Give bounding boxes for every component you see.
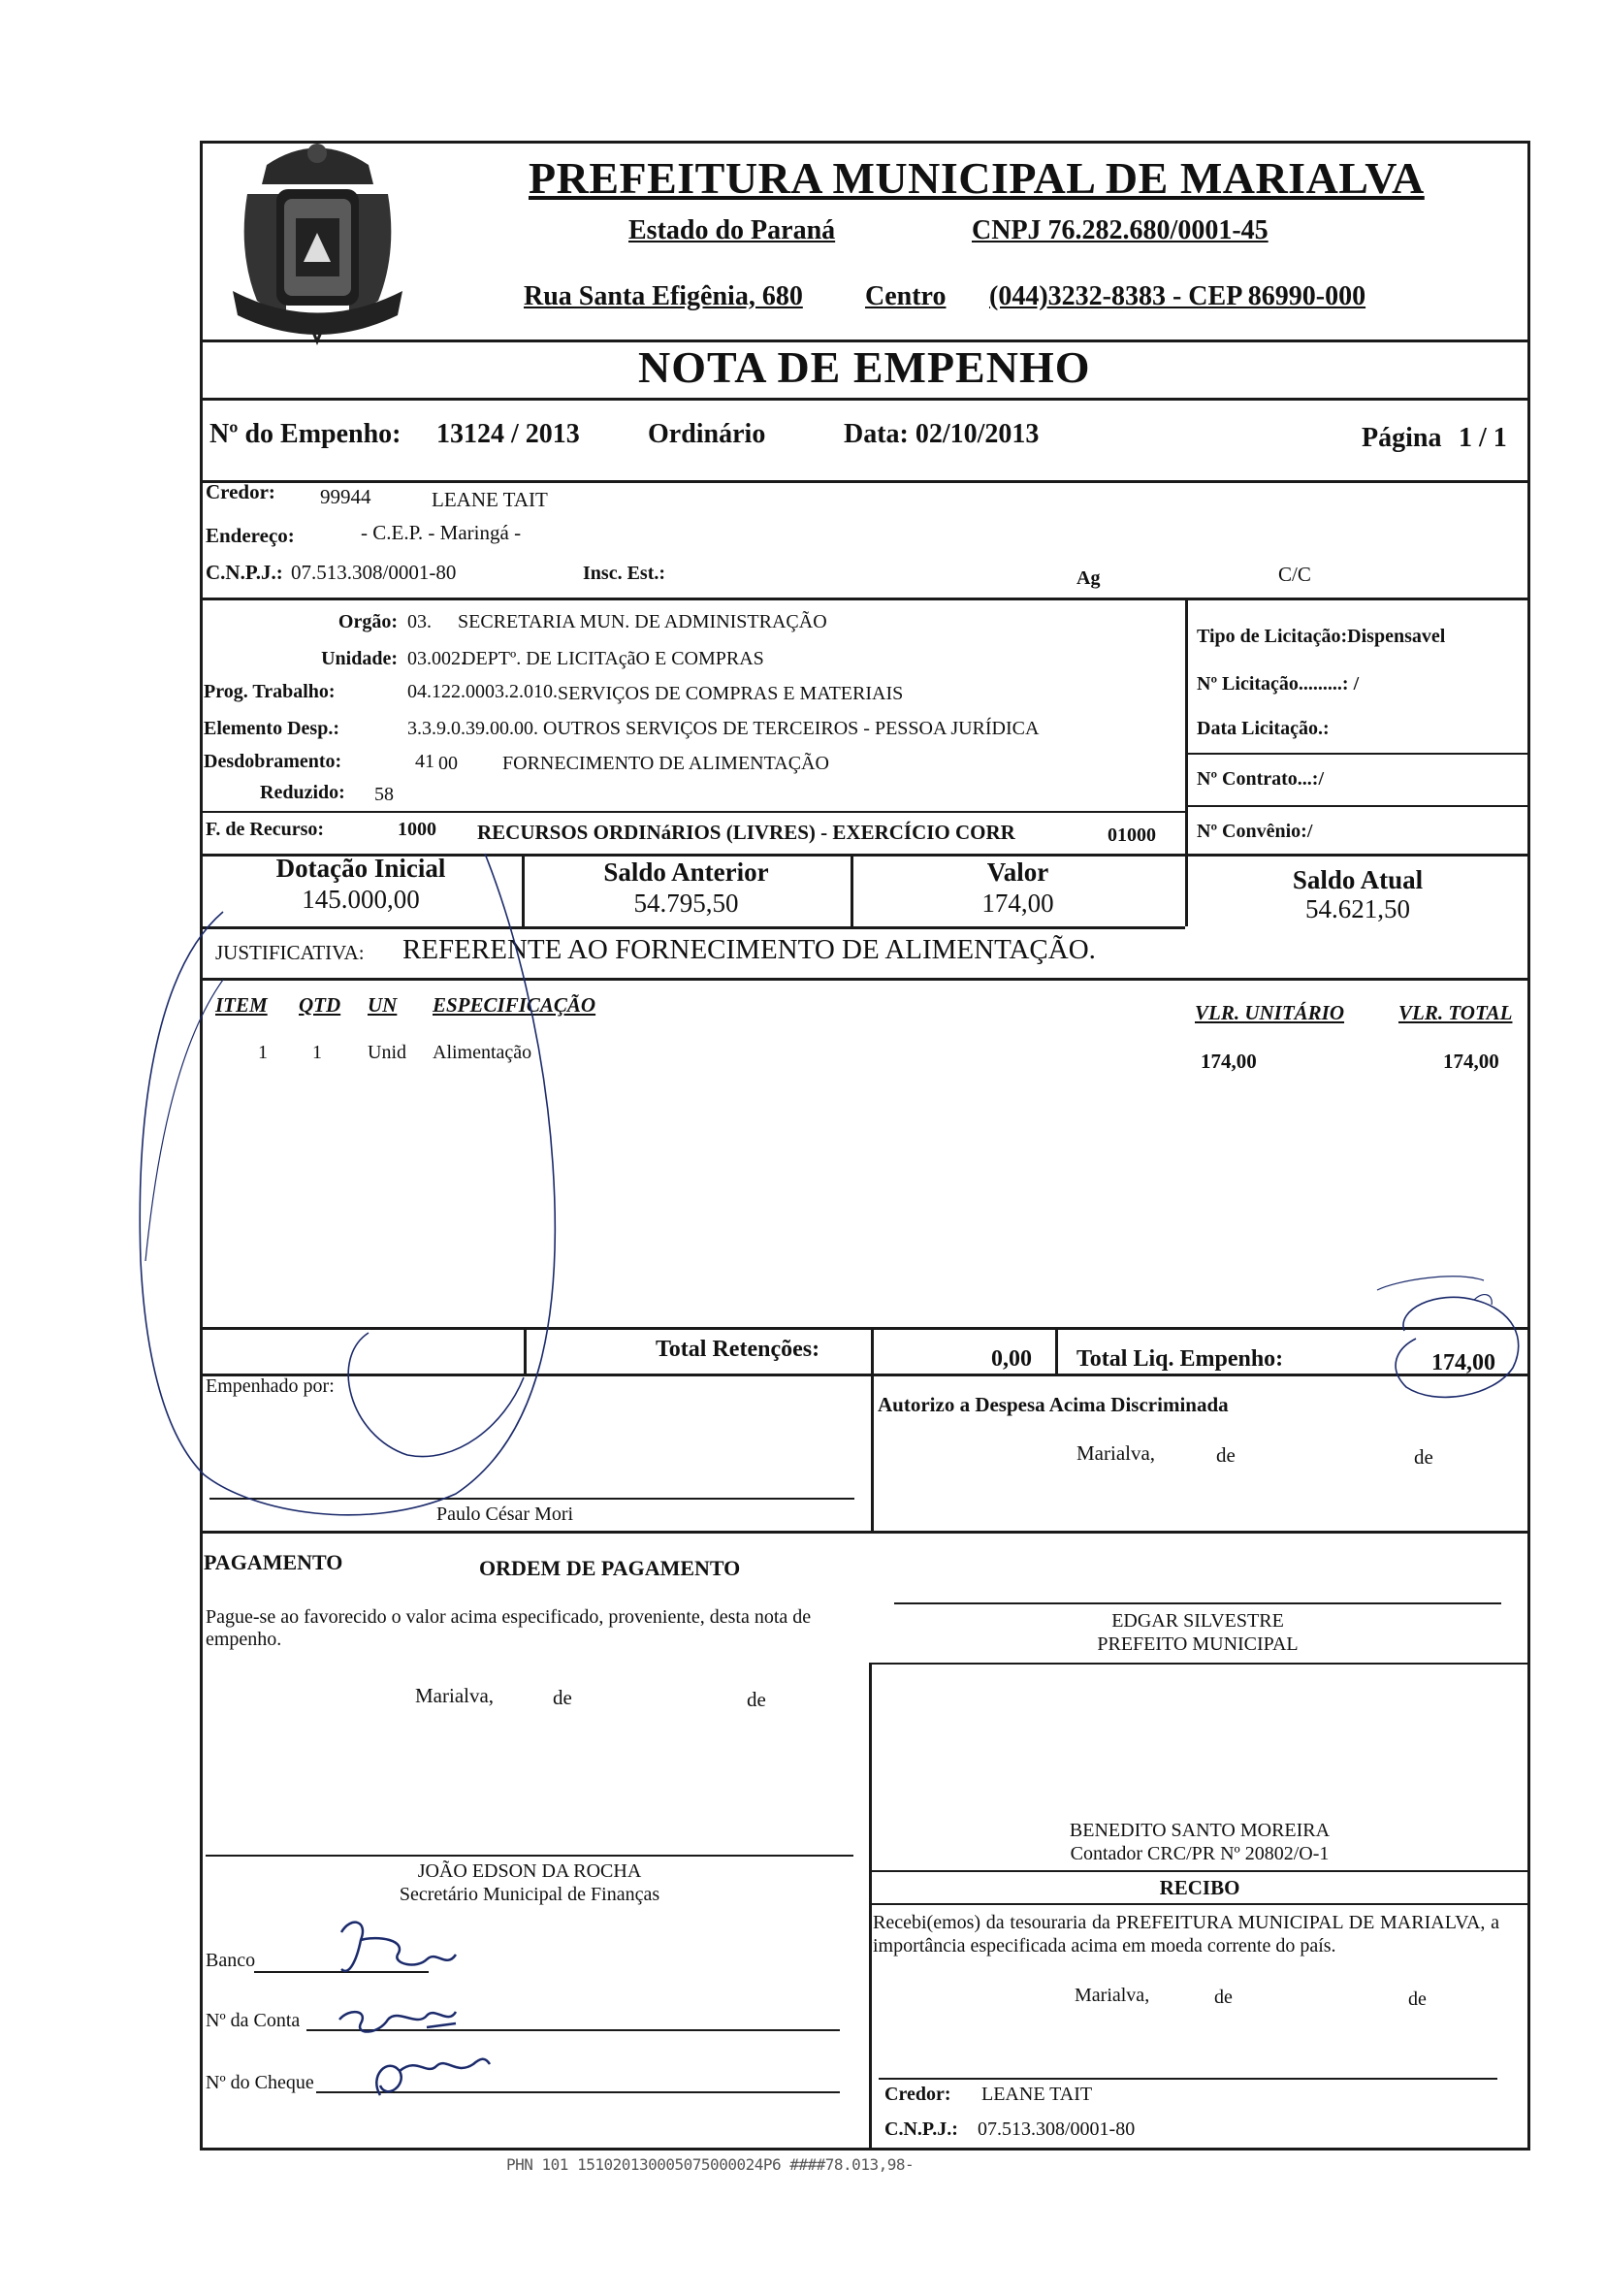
elemento-label: Elemento Desp.:: [204, 718, 339, 739]
item-unit-value: 174,00: [1201, 1050, 1257, 1073]
recibo-marialva: Marialva,: [1075, 1985, 1150, 2006]
recibo-texto: Recebi(emos) da tesouraria da PREFEITURA MUNICIPAL DE MARIALVA, a importância especificada acima em moeda corrente do país.: [873, 1912, 1499, 1956]
contador-nome: BENEDITO SANTO MOREIRA: [1069, 1820, 1331, 1841]
ag-label: Ag: [1076, 567, 1101, 589]
empenho-date: Data: 02/10/2013: [844, 419, 1040, 449]
credor-name: LEANE TAIT: [432, 488, 548, 511]
empenho-type: Ordinário: [648, 419, 766, 449]
recurso-code2: 01000: [1108, 825, 1156, 846]
cnpj-value: 07.513.308/0001-80: [291, 561, 457, 584]
dotacao-label: Dotação Inicial: [275, 854, 446, 883]
recibo-de1: de: [1214, 1987, 1233, 2008]
secretario-cargo: Secretário Municipal de Finanças: [399, 1884, 660, 1905]
licitacao-numero: Nº Licitação.........: /: [1197, 673, 1360, 695]
item-spec: Alimentação: [433, 1042, 532, 1063]
desdobramento-code2: 00: [438, 753, 458, 774]
prefeito-nome: EDGAR SILVESTRE: [1111, 1610, 1284, 1632]
reduzido-value: 58: [374, 784, 394, 805]
contrato-numero: Nº Contrato...:/: [1197, 768, 1325, 790]
retencoes-value: 0,00: [991, 1346, 1032, 1372]
desdobramento-label: Desdobramento:: [204, 751, 342, 772]
pagamento-texto: Pague-se ao favorecido o valor acima especificado, proveniente, desta nota de empenho.: [206, 1606, 812, 1650]
elemento-desc: OUTROS SERVIÇOS DE TERCEIROS - PESSOA JURÍDICA: [543, 718, 1040, 739]
pagamento-marialva: Marialva,: [415, 1684, 495, 1707]
liq-label: Total Liq. Empenho:: [1076, 1346, 1284, 1372]
recibo-credor-nome: LEANE TAIT: [981, 2084, 1093, 2105]
empenho-number: 13124 / 2013: [436, 419, 580, 449]
licitacao-data: Data Licitação.:: [1197, 718, 1330, 739]
endereco-value: - C.E.P. - Maringá -: [361, 521, 522, 544]
orgao-desc: SECRETARIA MUN. DE ADMINISTRAÇÃO: [458, 611, 827, 632]
desdobramento-desc: FORNECIMENTO DE ALIMENTAÇÃO: [502, 753, 829, 774]
insc-label: Insc. Est.:: [583, 563, 666, 584]
page-label: Página: [1362, 423, 1442, 453]
orgao-code: 03.: [407, 611, 432, 632]
empenhado-nome: Paulo César Mori: [436, 1504, 574, 1525]
prog-label: Prog. Trabalho:: [204, 681, 336, 702]
liq-value: 174,00: [1431, 1350, 1495, 1375]
page-value: 1 / 1: [1459, 423, 1507, 453]
document-title: NOTA DE EMPENHO: [638, 342, 1091, 392]
licitacao-tipo: Tipo de Licitação:Dispensavel: [1197, 626, 1446, 647]
empenho-label: Nº do Empenho:: [209, 419, 402, 449]
municipality-cnpj: CNPJ 76.282.680/0001-45: [972, 215, 1269, 245]
recurso-label: F. de Recurso:: [206, 819, 325, 840]
state-name: Estado do Paraná: [628, 215, 836, 245]
recurso-code: 1000: [398, 819, 436, 840]
col-vlr-total: VLR. TOTAL: [1398, 1001, 1513, 1024]
valor-label: Valor: [986, 857, 1049, 887]
valor-value: 174,00: [981, 889, 1054, 918]
empenhado-label: Empenhado por:: [206, 1375, 335, 1397]
recibo-credor-label: Credor:: [884, 2084, 951, 2105]
item-un: Unid: [368, 1042, 406, 1063]
unidade-desc: DEPTº. DE LICITAçãO E COMPRAS: [462, 648, 764, 669]
autorizo-text: Autorizo a Despesa Acima Discriminada: [878, 1393, 1229, 1416]
item-qtd: 1: [312, 1042, 322, 1063]
contador-cargo: Contador CRC/PR Nº 20802/O-1: [1070, 1843, 1330, 1864]
unidade-label: Unidade:: [321, 648, 398, 669]
autorizo-de1: de: [1216, 1443, 1236, 1467]
credor-code: 99944: [320, 485, 371, 508]
ordem-pagamento: ORDEM DE PAGAMENTO: [479, 1556, 741, 1580]
unidade-code: 03.002.: [407, 648, 466, 669]
col-item: ITEM: [215, 993, 268, 1017]
banco-label: Banco: [206, 1950, 256, 1971]
cc-label: C/C: [1278, 563, 1311, 586]
desdobramento-code1: 41: [415, 751, 434, 772]
dotacao-value: 145.000,00: [302, 885, 420, 914]
recibo-de2: de: [1408, 1989, 1427, 2010]
recibo-title: RECIBO: [1159, 1876, 1240, 1899]
justificativa-label: JUSTIFICATIVA:: [215, 941, 365, 964]
col-un: UN: [368, 993, 398, 1017]
retencoes-label: Total Retenções:: [656, 1337, 820, 1362]
saldo-anterior-value: 54.795,50: [633, 889, 739, 918]
prog-code: 04.122.0003.2.010.: [407, 681, 558, 702]
footer-code: PHN 101 151020130005075000024P6 ####78.013,98-: [506, 2155, 915, 2174]
item-number: 1: [258, 1042, 268, 1063]
pagamento-de2: de: [747, 1688, 766, 1711]
convenio-numero: Nº Convênio:/: [1197, 821, 1313, 842]
phone-cep: (044)3232-8383 - CEP 86990-000: [989, 281, 1366, 311]
recibo-cnpj-value: 07.513.308/0001-80: [978, 2118, 1136, 2140]
col-especificacao: ESPECIFICAÇÃO: [433, 993, 596, 1017]
recurso-desc: RECURSOS ORDINáRIOS (LIVRES) - EXERCÍCIO CORR: [477, 821, 1015, 844]
prefeito-cargo: PREFEITO MUNICIPAL: [1097, 1633, 1299, 1655]
recibo-cnpj-label: C.N.P.J.:: [884, 2118, 958, 2140]
district: Centro: [865, 281, 947, 311]
pagamento-de1: de: [553, 1686, 572, 1709]
municipality-title: PREFEITURA MUNICIPAL DE MARIALVA: [529, 153, 1425, 203]
saldo-atual-value: 54.621,50: [1305, 894, 1410, 923]
pagamento-label: PAGAMENTO: [204, 1550, 343, 1574]
orgao-label: Orgão:: [337, 611, 398, 632]
endereco-label: Endereço:: [206, 524, 295, 547]
saldo-anterior-label: Saldo Anterior: [603, 857, 769, 887]
secretario-nome: JOÃO EDSON DA ROCHA: [417, 1860, 642, 1882]
saldo-atual-label: Saldo Atual: [1292, 865, 1424, 894]
autorizo-de2: de: [1414, 1445, 1433, 1469]
reduzido-label: Reduzido:: [260, 782, 345, 803]
col-vlr-unitario: VLR. UNITÁRIO: [1195, 1001, 1345, 1024]
cheque-label: Nº do Cheque: [206, 2072, 314, 2093]
address: Rua Santa Efigênia, 680: [524, 281, 803, 311]
col-qtd: QTD: [299, 993, 341, 1017]
item-total-value: 174,00: [1443, 1050, 1499, 1073]
elemento-code: 3.3.9.0.39.00.00.: [407, 718, 538, 739]
cnpj-label: C.N.P.J.:: [206, 561, 283, 584]
prog-desc: SERVIÇOS DE COMPRAS E MATERIAIS: [558, 683, 904, 704]
justificativa-text: REFERENTE AO FORNECIMENTO DE ALIMENTAÇÃO.: [402, 934, 1096, 965]
autorizo-marialva: Marialva,: [1076, 1441, 1156, 1465]
conta-label: Nº da Conta: [206, 2010, 301, 2031]
credor-label: Credor:: [206, 480, 275, 503]
